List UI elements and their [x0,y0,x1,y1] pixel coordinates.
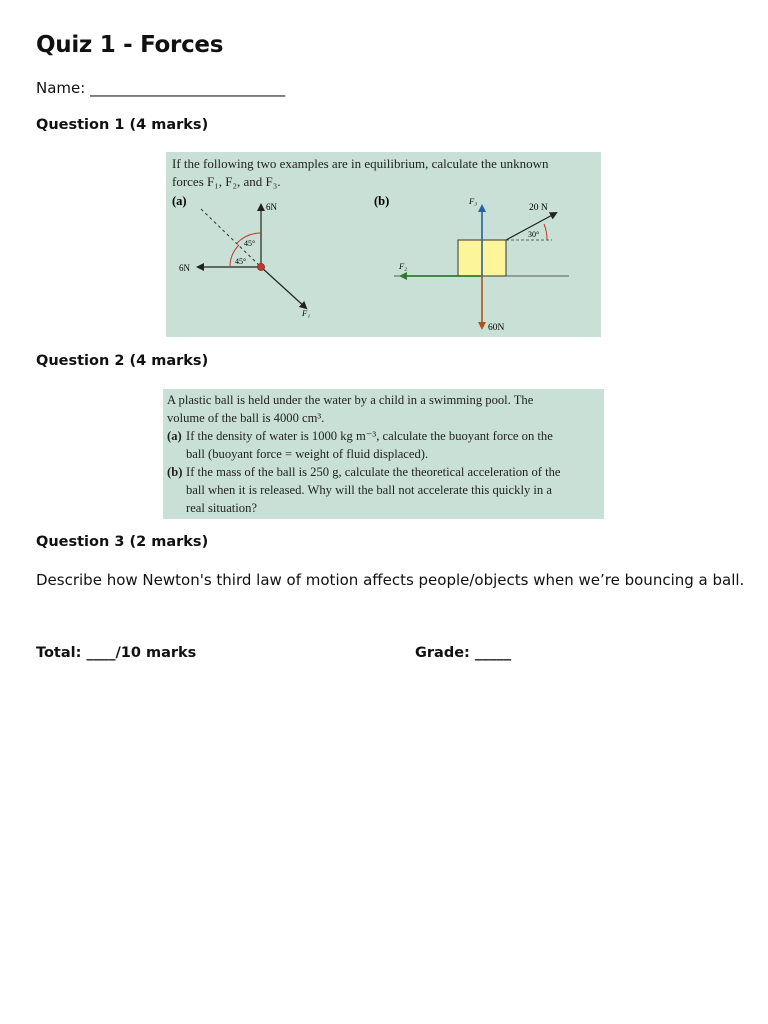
force-diagrams [166,152,601,337]
q2-line1: A plastic ball is held under the water by a child in a swimming pool. The [167,393,534,407]
b-down-force-label: 60N [488,323,505,333]
question-1-figure [166,152,601,337]
name-field[interactable]: Name: __________________________ [36,79,286,97]
q2-part-a-line2: ball (buoyant force = weight of fluid displaced). [186,447,429,461]
question-2-figure [163,389,604,519]
question-3-heading: Question 3 (2 marks) [36,534,209,550]
question-1-heading: Question 1 (4 marks) [36,117,209,133]
unknown-force-arrow [261,267,306,308]
total-marks[interactable]: Total: ____/10 marks [36,645,197,661]
a-left-force-label: 6N [179,263,190,273]
question-2-heading: Question 2 (4 marks) [36,353,209,369]
page-title: Quiz 1 - Forces [36,32,224,58]
grade-field[interactable]: Grade: _____ [415,645,512,661]
angle-lower-label: 45° [235,257,247,266]
figure-1-intro-line1: If the following two examples are in equilibrium, calculate the unknown [172,156,549,171]
q2-part-a-line1: If the density of water is 1000 kg m⁻³, calculate the buoyant force on the [186,429,553,443]
q2-part-b-label: (b) [167,465,183,479]
q2-line2: volume of the ball is 4000 cm³. [167,411,325,425]
b-angled-force-label: 20 N [529,203,548,213]
b-angle-label: 30° [528,230,540,239]
part-a-label: (a) [172,194,187,208]
angle-upper-label: 45° [244,239,256,248]
part-b-label: (b) [374,194,390,208]
q2-part-b-line3: real situation? [186,501,257,515]
q2-part-a-label: (a) [167,429,182,443]
b-up-unknown-label: F₃ [469,196,478,206]
point-of-application [257,263,264,270]
q2-part-b-line1: If the mass of the ball is 250 g, calculate the theoretical acceleration of the [186,465,561,479]
q2-part-a [167,427,599,463]
b-left-unknown-label: F₂ [399,261,408,271]
b-angle-arc [544,224,547,240]
question-2-text [167,391,599,517]
question-3-text: Describe how Newton's third law of motion affects people/objects when we’re bouncing a ball. [36,571,745,589]
a-unknown-label: F₁ [302,308,311,318]
a-up-force-label: 6N [266,202,277,212]
q2-part-b [167,463,599,517]
figure-1-intro-line2: forces F₁, F₂, and F₃. [172,174,281,189]
q2-part-b-line2: ball when it is released. Why will the ball not accelerate this quickly in a [186,483,552,497]
